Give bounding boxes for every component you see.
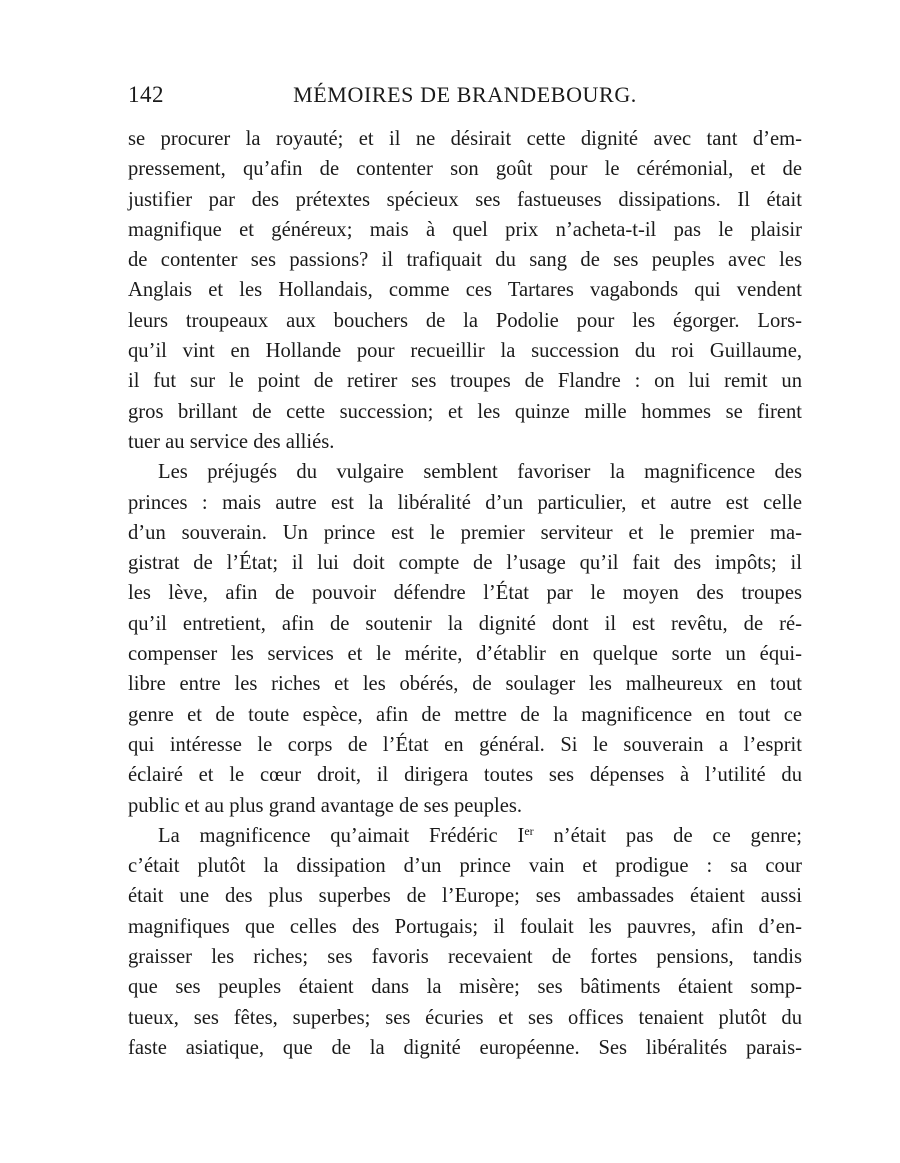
text-line: les lève, afin de pouvoir défendre l’État par le moyen des troupes bbox=[128, 582, 802, 605]
text-line: leurs troupeaux aux bouchers de la Podolie pour les égorger. Lors- bbox=[128, 309, 802, 332]
text-line: il fut sur le point de retirer ses troupes de Flandre : on lui remit un bbox=[128, 370, 802, 393]
text-line: de contenter ses passions? il trafiquait du sang de ses peuples avec les bbox=[128, 249, 802, 272]
text-line: tuer au service des alliés. bbox=[128, 430, 335, 453]
running-head bbox=[128, 82, 802, 116]
text-line: c’était plutôt la dissipation d’un prince vain et prodigue : sa cour bbox=[128, 855, 802, 878]
text-line: d’un souverain. Un prince est le premier serviteur et le premier ma- bbox=[128, 521, 802, 544]
text-line: graisser les riches; ses favoris recevaient de fortes pensions, tandis bbox=[128, 946, 802, 969]
text-segment: La magnificence qu’aimait Frédéric I bbox=[158, 824, 525, 847]
text-line: était une des plus superbes de l’Europe; ses ambassades étaient aussi bbox=[128, 885, 802, 908]
page-number: 142 bbox=[128, 82, 164, 107]
paragraph-1 bbox=[128, 124, 802, 457]
text-line: magnifiques que celles des Portugais; il foulait les pauvres, afin d’en- bbox=[128, 915, 802, 938]
text-line: public et au plus grand avantage de ses peuples. bbox=[128, 794, 523, 817]
text-line: faste asiatique, que de la dignité européenne. Ses libéralités parais- bbox=[128, 1036, 802, 1059]
text-line: genre et de toute espèce, afin de mettre de la magnificence en tout ce bbox=[128, 703, 802, 726]
running-title: MÉMOIRES DE BRANDEBOURG. bbox=[293, 82, 637, 107]
text-line: éclairé et le cœur droit, il dirigera toutes ses dépenses à l’utilité du bbox=[128, 764, 802, 787]
paragraph-3 bbox=[128, 821, 802, 1063]
text-line: que ses peuples étaient dans la misère; ses bâtiments étaient somp- bbox=[128, 976, 802, 999]
text-segment: n’était pas de ce genre; bbox=[533, 824, 803, 847]
text-line: gistrat de l’État; il lui doit compte de l’usage qu’il fait des impôts; il bbox=[128, 552, 802, 575]
paragraph-2 bbox=[128, 457, 802, 821]
text-line: se procurer la royauté; et il ne désirait cette dignité avec tant d’em- bbox=[128, 128, 802, 150]
text-line: justifier par des prétextes spécieux ses fastueuses dissipations. Il était bbox=[128, 188, 802, 211]
text-line: compenser les services et le mérite, d’établir en quelque sorte un équi- bbox=[128, 643, 802, 666]
text-line bbox=[128, 821, 802, 851]
text-line: pressement, qu’afin de contenter son goût pour le cérémonial, et de bbox=[128, 158, 802, 181]
text-line: Anglais et les Hollandais, comme ces Tartares vagabonds qui vendent bbox=[128, 279, 802, 302]
text-line: qu’il entretient, afin de soutenir la dignité dont il est revêtu, de ré- bbox=[128, 612, 802, 635]
text-line: qui intéresse le corps de l’État en général. Si le souverain a l’esprit bbox=[128, 733, 802, 756]
text-line: magnifique et généreux; mais à quel prix n’acheta-t-il pas le plaisir bbox=[128, 218, 802, 241]
text-line: princes : mais autre est la libéralité d’un particulier, et autre est celle bbox=[128, 491, 802, 514]
text-line: qu’il vint en Hollande pour recueillir la succession du roi Guillaume, bbox=[128, 340, 802, 363]
text-line: libre entre les riches et les obérés, de soulager les malheureux en tout bbox=[128, 673, 802, 696]
text-line: tueux, ses fêtes, superbes; ses écuries et ses offices tenaient plutôt du bbox=[128, 1006, 802, 1029]
body-text bbox=[128, 124, 802, 1063]
text-line: gros brillant de cette succession; et les quinze mille hommes se firent bbox=[128, 400, 802, 423]
text-line: Les préjugés du vulgaire semblent favoriser la magnificence des bbox=[158, 461, 802, 484]
superscript: er bbox=[524, 823, 534, 838]
